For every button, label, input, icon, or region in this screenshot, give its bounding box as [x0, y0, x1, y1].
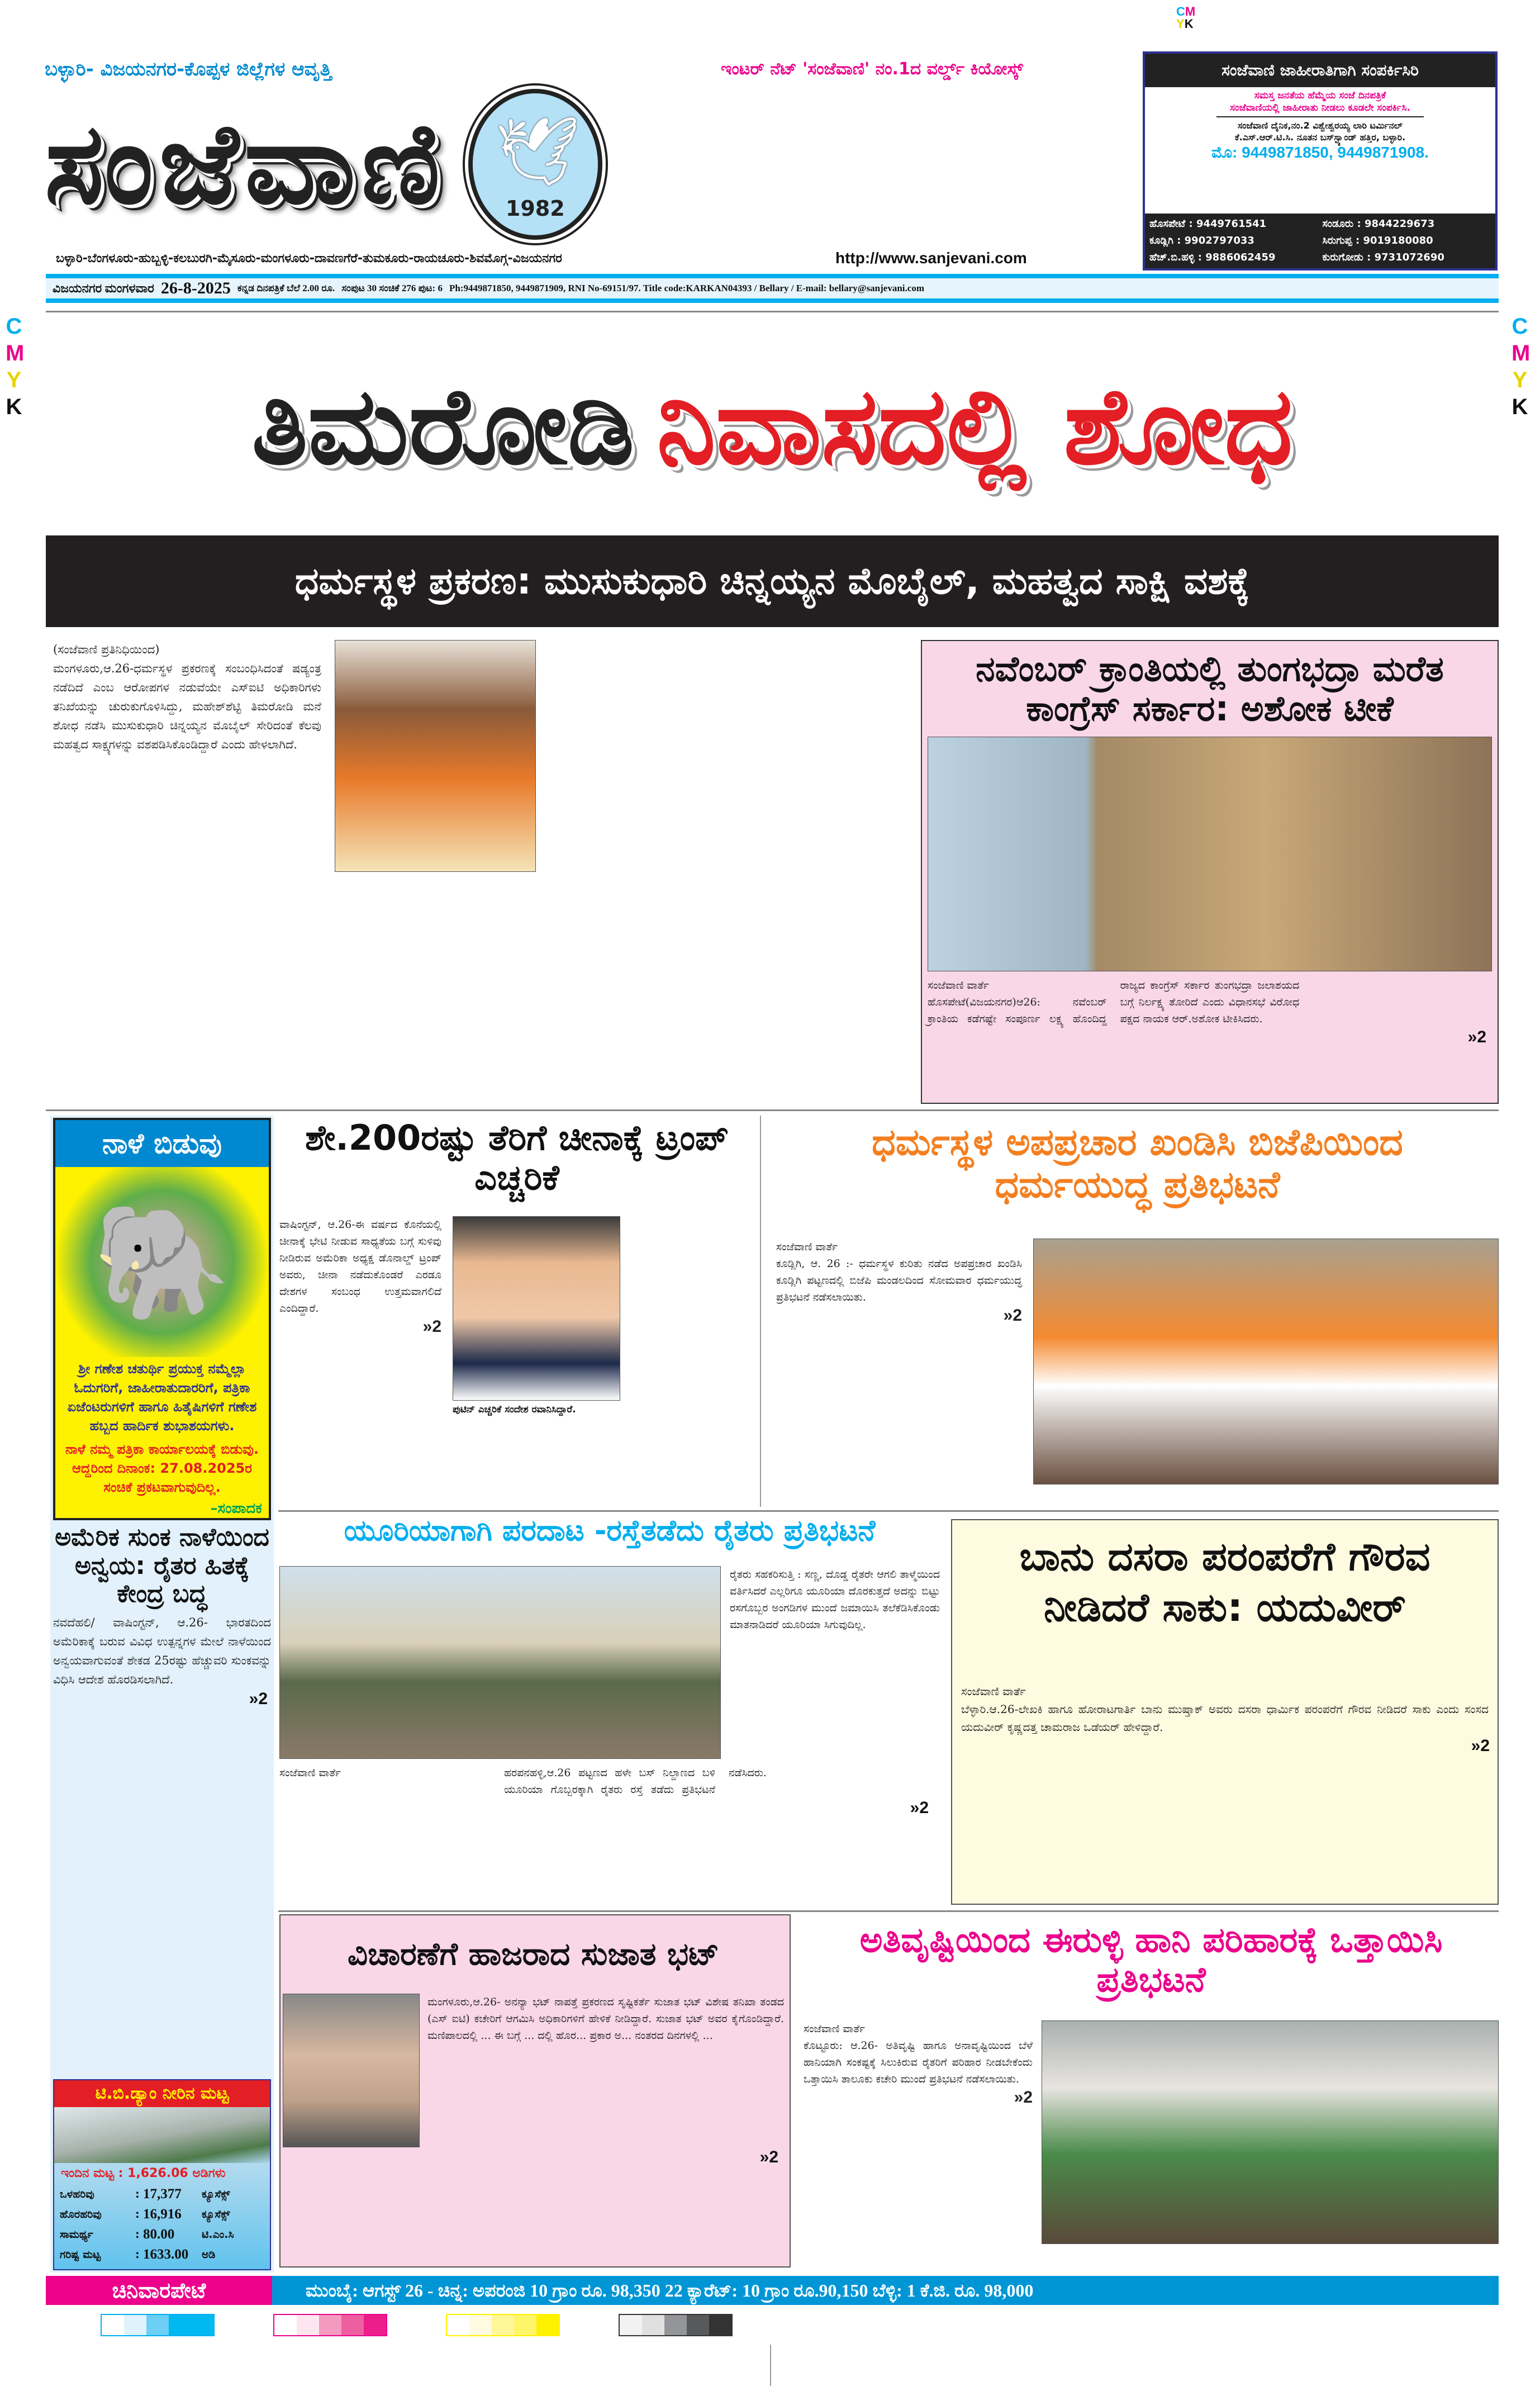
lead-headline-red: ನಿವಾಸದಲ್ಲಿ ಶೋಧ — [657, 364, 1293, 488]
dam-stat-unit: ಟಿ.ಎಂ.ಸಿ — [202, 2228, 234, 2241]
contact-item: ಸಿರುಗುಪ್ಪ : 9019180080 — [1322, 235, 1433, 246]
onion-headline: ಅತಿವೃಷ್ಟಿಯಿಂದ ಈರುಳ್ಳಿ ಹಾನಿ ಪರಿಹಾರಕ್ಕೆ ಒತ್ತಾಯಿಸಿ ಪ್ರತಿಭಟನೆ — [859, 1919, 1443, 2000]
urea-body-2: ಹರಪನಹಳ್ಳಿ,ಆ.26 ಪಟ್ಟಣದ ಹಳೇ ಬಸ್ ನಿಲ್ದಾಣದ ಬಳಿ ಯೂರಿಯಾ ಗೊಬ್ಬರಕ್ಕಾಗಿ ರೈತರು ರಸ್ತೆ ತಡೆದು ಪ್ರತಿಭಟನೆ ನಡೆಸಿದರು. — [504, 1767, 767, 1796]
continued-page-number: 2 — [1480, 1737, 1490, 1755]
bjp-protest-photo — [1033, 1239, 1499, 1484]
yellow-swatch — [446, 2314, 560, 2336]
masthead-logo — [45, 85, 1129, 244]
ticker-label: ಚಿನಿವಾರಪೇಟೆ — [46, 2276, 272, 2305]
magenta-swatch — [273, 2314, 387, 2336]
cyan-swatch — [101, 2314, 215, 2336]
mark-y: Y — [1176, 17, 1185, 31]
urea-byline: ಸಂಜೆವಾಣಿ ವಾರ್ತೆ — [279, 1767, 341, 1779]
dam-stat-unit: ಅಡಿ — [202, 2249, 216, 2261]
dam-stat-row: ಸಾಮರ್ಥ್ಯ : 80.00 ಟಿ.ಎಂ.ಸಿ — [60, 2224, 264, 2245]
holiday-greeting: ಶ್ರೀ ಗಣೇಶ ಚತುರ್ಥಿ ಪ್ರಯುಕ್ತ ನಮ್ಮೆಲ್ಲಾ ಓದುಗರಿಗೆ, ಜಾಹೀರಾತುದಾರರಿಗೆ, ಪತ್ರಿಕಾ ಏಜೆಂಟರುಗಳಿಗೆ ಹಾಗೂ ಹಿತೈಷಿಗಳಿಗೆ ಗಣೇಶ ಹಬ್ಬದ ಹಾರ್ದಿಕ ಶುಭಾಶಯಗಳು. — [67, 1361, 257, 1434]
america-story — [53, 1524, 271, 2076]
holiday-notice: ನಾಳೆ ನಮ್ಮ ಪತ್ರಿಕಾ ಕಾರ್ಯಾಲಯಕ್ಕೆ ಬಿಡುವು. ಆದ್ದರಿಂದ ದಿನಾಂಕ: 27.08.2025ರ ಸಂಚಿಕೆ ಪ್ರಕಟವಾಗುವುದಿಲ್ಲ. — [65, 1441, 259, 1495]
dasara-body: ಬೆಳ್ಳಾರಿ.ಆ.26-ಲೇಖಕಿ ಹಾಗೂ ಹೋರಾಟಗಾರ್ತಿ ಬಾನು ಮುಷ್ತಾಕ್ ಅವರು ದಸರಾ ಧಾರ್ಮಿಕ ಪರಂಪರೆಗೆ ಗೌರವ ನೀಡಿದರೆ ಸಾಕು ಎಂದು ಸಂಸದ ಯದುವೀರ್ ಕೃಷ್ಣದತ್ತ ಚಾಮರಾಜ ಒಡೆಯರ್ ಹೇಳಿದ್ದಾರೆ. — [961, 1702, 1489, 1734]
contact-number: 9902797033 — [1184, 235, 1254, 246]
contact-place: ಕುರುಗೋಡು — [1322, 252, 1363, 263]
dam-stat-row: ಒಳಹರಿವು : 17,377 ಕ್ಯೂಸೆಕ್ಸ್ — [60, 2184, 264, 2204]
ticker-text: ಮುಂಬೈ: ಆಗಸ್ಟ್ 26 - ಚಿನ್ನ: ಅಪರಂಜಿ 10 ಗ್ರಾಂ ರೂ. 98,350 22 ಕ್ಯಾರೆಟ್: 10 ಗ್ರಾಂ ರೂ.90,150 ಬೆಳ್ಳಿ: 1 ಕೆ.ಜಿ. ರೂ. 98,000 — [306, 2280, 1034, 2300]
crop-mark — [770, 2345, 771, 2386]
lead-photo — [335, 640, 536, 872]
sujatha-photo — [283, 1994, 420, 2147]
lead-headline-black: ತಿಮರೋಡಿ — [251, 364, 635, 488]
continued-page-number: 2 — [1013, 1306, 1022, 1325]
contact-item: ಕೂಡ್ಲಿಗಿ : 9902797033 — [1149, 235, 1254, 246]
america-body: ನವದೆಹಲಿ/ ವಾಷಿಂಗ್ಟನ್, ಆ.26- ಭಾರತದಿಂದ ಅಮೆರಿಕಾಕ್ಕೆ ಬರುವ ವಿವಿಧ ಉತ್ಪನ್ನಗಳ ಮೇಲೆ ನಾಳೆಯಿಂದ ಅನ್ವಯವಾಗುವಂತೆ ಶೇಕಡ 25ರಷ್ಟು ಹೆಚ್ಚುವರಿ ಸುಂಕವನ್ನು ವಿಧಿಸಿ ಆದೇಶ ಹೊರಡಿಸಲಾಗಿದೆ. — [53, 1615, 271, 1686]
lead-headline — [46, 321, 1499, 531]
ashok-byline: ಸಂಜೆವಾಣಿ ವಾರ್ತೆ — [928, 979, 990, 992]
bjp-protest-story — [776, 1116, 1499, 1507]
contact-item: ಸಂಡೂರು : 9844229673 — [1322, 218, 1435, 230]
dove-emblem — [468, 89, 602, 240]
contact-place: ಸಿರುಗುಪ್ಪ — [1322, 235, 1352, 246]
ad-line-2: ಸಂಜೆವಾಣಿಯಲ್ಲಿ ಜಾಹೀರಾತು ನೀಡಲು ಕೂಡಲೇ ಸಂಪರ್ಕಿಸಿ. — [1230, 102, 1410, 113]
contact-place: ಸಂಡೂರು — [1322, 218, 1354, 230]
contact-number: 9886062459 — [1205, 252, 1276, 263]
trump-photo — [453, 1216, 620, 1401]
dam-stat-row: ಗರಿಷ್ಟ ಮಟ್ಟ : 1633.00 ಅಡಿ — [60, 2245, 264, 2265]
continued-page-number: 2 — [1477, 1027, 1486, 1046]
dateline-date: 26-8-2025 — [160, 279, 231, 297]
mark-y: Y — [1512, 368, 1528, 392]
rule-divider — [278, 1910, 1499, 1912]
dateline-city-day: ವಿಜಯನಗರ ಮಂಗಳವಾರ — [53, 281, 154, 295]
bjp-headline: ಧರ್ಮಸ್ಥಳ ಅಪಪ್ರಚಾರ ಖಂಡಿಸಿ ಬಿಜೆಪಿಯಿಂದ ಧರ್ಮಯುದ್ಧ ಪ್ರತಿಭಟನೆ — [872, 1121, 1403, 1206]
lead-body: ಮಂಗಳೂರು,ಆ.26-ಧರ್ಮಸ್ಥಳ ಪ್ರಕರಣಕ್ಕೆ ಸಂಬಂಧಿಸಿದಂತೆ ಷಡ್ಯಂತ್ರ ನಡೆದಿದೆ ಎಂಬ ಆರೋಪಗಳ ನಡುವೆಯೇ ಎಸ್‌ಐಟಿ ಅಧಿಕಾರಿಗಳು ತನಿಖೆಯನ್ನು ಚುರುಕುಗೊಳಿಸಿದ್ದು, ಮಹೇಶ್‌ಶೆಟ್ಟಿ ತಿಮರೋಡಿ ಮನೆ ಶೋಧ ನಡೆಸಿ ಮುಸುಕುಧಾರಿ ಚಿನ್ನಯ್ಯನ ಮೊಬೈಲ್ ಸೇರಿದಂತೆ ಕೆಲವು ಮಹತ್ವದ ಸಾಕ್ಷ್ಯಗಳನ್ನು ವಶಪಡಿಸಿಕೊಂಡಿದ್ದಾರೆ ಎಂದು ಹೇಳಲಾಗಿದೆ. — [53, 662, 321, 751]
rule-divider — [46, 311, 1499, 312]
trump-headline: ಶೇ.200ರಷ್ಟು ತೆರಿಗೆ ಚೀನಾಕ್ಕೆ ಟ್ರಂಪ್ ಎಚ್ಚರಿಕೆ — [305, 1117, 729, 1198]
contact-number: 9449761541 — [1196, 218, 1267, 230]
ad-box-title: ಸಂಜೆವಾಣಿ ಜಾಹೀರಾತಿಗಾಗಿ ಸಂಪರ್ಕಿಸಿರಿ — [1145, 54, 1495, 87]
cmyk-registration-mark — [1176, 6, 1195, 30]
mark-k: K — [1512, 395, 1528, 419]
website-link[interactable]: http://www.sanjevani.com — [835, 249, 1027, 267]
contact-place: ಹೊಸಪೇಟೆ — [1149, 218, 1186, 230]
cities-line: ಬಳ್ಳಾರಿ-ಬೆಂಗಳೂರು-ಹುಬ್ಬಳ್ಳಿ-ಕಲಬುರಗಿ-ಮೈಸೂರು-ಮಂಗಳೂರು-ದಾವಣಗೆರೆ-ತುಮಕೂರು-ರಾಯಚೂರು-ಶಿವಮೊಗ್ಗ-ವಿಜಯನಗರ — [56, 252, 562, 265]
bjp-body: ಕೂಡ್ಲಿಗಿ, ಆ. 26 :- ಧರ್ಮಸ್ಥಳ ಕುರಿತು ನಡೆದ ಅಪಪ್ರಚಾರ ಖಂಡಿಸಿ ಕೂಡ್ಲಿಗಿ ಪಟ್ಟಣದಲ್ಲಿ ಬಿಜೆಪಿ ಮಂಡಲದಿಂದ ಸೋಮವಾರ ಧರ್ಮಯುದ್ಧ ಪ್ರತಿಭಟನೆ ನಡೆಸಲಾಯಿತು. — [776, 1258, 1022, 1303]
holiday-notice-ad — [53, 1118, 271, 1520]
dam-stat-unit: ಕ್ಯೂಸೆಕ್ಸ್ — [202, 2208, 230, 2221]
ad-line-1: ಸಮಸ್ತ ಜನತೆಯ ಹೆಮ್ಮೆಯ ಸಂಜೆ ದಿನಪತ್ರಿಕೆ — [1254, 90, 1386, 101]
continued-page-marker: »2 — [1003, 1306, 1022, 1325]
internet-line: ಇಂಟರ್ ನೆಟ್ 'ಸಂಜೆವಾಣಿ' ನಂ.1ದ ವರ್ಲ್ಡ್ ಕಿಯೋಸ್ಕ್ — [721, 59, 1023, 79]
ad-phone: ಮೊ: 9449871850, 9449871908. — [1211, 144, 1429, 161]
dam-level-box — [53, 2079, 271, 2270]
sujatha-body: ಮಂಗಳೂರು,ಆ.26- ಅನನ್ಯಾ ಭಟ್ ನಾಪತ್ತೆ ಪ್ರಕರಣದ ಸೃಷ್ಟಿಕರ್ತೆ ಸುಜಾತ ಭಟ್ ವಿಶೇಷ ತನಿಖಾ ತಂಡದ (ಎಸ್ ಐಟಿ) ಕಚೇರಿಗೆ ಆಗಮಿಸಿ ಅಧಿಕಾರಿಗಳಿಗೆ ಹೇಳಿಕೆ ನೀಡಿದ್ದಾರೆ. ಸುಜಾತ ಭಟ್ ಅವರ ಕೈಗೊಂಡಿದ್ದಾರೆ. ಮಣಿಪಾಲದಲ್ಲಿ ... ಈ ಬಗ್ಗೆ ... ದಲ್ಲಿ ಹೊರ... ಪ್ರಕಾರ ಅ... ನಂತರದ ದಿನಗಳಲ್ಲಿ ... — [427, 1996, 784, 2042]
urea-headline: ಯೂರಿಯಾಗಾಗಿ ಪರದಾಟ -ರಸ್ತೆತಡೆದು ರೈತರು ಪ್ರತಿಭಟನೆ — [344, 1514, 876, 1548]
lead-article — [53, 640, 914, 1104]
advertisement-contact-box — [1143, 51, 1498, 271]
dateline-info: Ph:9449871850, 9449871909, RNI No-69151/97. Title code:KARKAN04393 / Bellary / E-mail: bellary@sanjevani.com — [449, 283, 924, 293]
contact-item: ಕುರುಗೋಡು : 9731072690 — [1322, 252, 1444, 263]
ashok-body: ಹೊಸಪೇಟೆ(ವಿಜಯನಗರ)ಆ26: ನವೆಂಬರ್ ಕ್ರಾಂತಿಯ ಕಡೆಗಷ್ಟೇ ಸಂಪೂರ್ಣ ಲಕ್ಷ್ಯ ಹೊಂದಿದ್ದ ರಾಜ್ಯದ ಕಾಂಗ್ರೆಸ್ ಸರ್ಕಾರ ತುಂಗಭದ್ರಾ ಜಲಾಶಯದ ಬಗ್ಗೆ ನಿರ್ಲಕ್ಷ್ಯ ತೋರಿದೆ ಎಂದು ವಿಧಾನಸಭೆ ವಿರೋಧ ಪಕ್ಷದ ನಾಯಕ ಆರ್.ಅಶೋಕ ಟೀಕಿಸಿದರು. — [928, 979, 1300, 1025]
dam-box-title: ಟಿ.ಬಿ.ಡ್ಯಾಂ ನೀರಿನ ಮಟ್ಟ — [54, 2080, 270, 2107]
lead-byline: (ಸಂಜೆವಾಣಿ ಪ್ರತಿನಿಧಿಯಿಂದ) — [53, 643, 160, 656]
ad-address-2: ಕೆ.ಎಸ್.ಆರ್.ಟಿ.ಸಿ. ನೂತನ ಬಸ್‌ಸ್ಟ್ಯಾಂಡ್ ಹತ್ತಿರ, ಬಳ್ಳಾರಿ. — [1234, 132, 1406, 143]
contact-place: ಹೆಚ್.ಬಿ.ಹಳ್ಳಿ — [1149, 252, 1195, 263]
dam-stats — [54, 2184, 270, 2265]
continued-page-marker: »2 — [1471, 1737, 1490, 1755]
continued-page-number: 2 — [432, 1317, 441, 1336]
dam-stat-label: ಹೊರಹರಿವು — [60, 2208, 102, 2221]
continued-page-number: 2 — [1023, 2088, 1033, 2107]
continued-page-marker: »2 — [249, 1689, 268, 1708]
cmyk-side-mark-right — [1512, 313, 1531, 420]
dateline-bar — [46, 274, 1499, 303]
ornament-divider — [1216, 116, 1424, 117]
dateline-price: ಕನ್ನಡ ದಿನಪತ್ರಿಕೆ ಬೆಲೆ 2.00 ರೂ. — [237, 283, 335, 293]
ad-address-1: ಸಂಜೆವಾಣಿ ದೈನಿಕ,ನಂ.2 ವಿಶ್ವೇಶ್ವರಯ್ಯ ಲಾರಿ ಟರ್ಮಿನಲ್ — [1237, 120, 1403, 131]
mark-m: M — [1185, 4, 1196, 18]
dam-photo — [54, 2107, 270, 2163]
urea-body: ರೈತರು ಸಹಕರಿಸುತ್ತಿ : ಸಣ್ಣ, ದೊಡ್ಡ ರೈತರೇ ಆಗಲಿ ತಾಳ್ಮೆಯಿಂದ ವರ್ತಿಸಿದರೆ ಎಲ್ಲರಿಗೂ ಯೂರಿಯಾ ದೊರಕುತ್ತದೆ ಅದನ್ನು ಬಿಟ್ಟು ರಸಗೊಬ್ಬರ ಅಂಗಡಿಗಳ ಮುಂದೆ ಜಮಾಯಿಸಿ ತಲೆಕೆಡಿಸಿಕೊಂಡು ಮಾತನಾಡಿದರೆ ಯೂರಿಯಾ ಸಿಗುವುದಿಲ್ಲ. — [730, 1568, 940, 1631]
logo-text: ಸಂಜೆವಾಣಿ — [45, 99, 446, 229]
trump-body: ವಾಷಿಂಗ್ಟನ್, ಆ.26-ಈ ವರ್ಷದ ಕೊನೆಯಲ್ಲಿ ಚೀನಾಕ್ಕೆ ಭೇಟಿ ನೀಡುವ ಸಾಧ್ಯತೆಯ ಬಗ್ಗೆ ಸುಳಿವು ನೀಡಿರುವ ಅಮೆರಿಕಾ ಅಧ್ಯಕ್ಷ ಡೊನಾಲ್ಡ್ ಟ್ರಂಪ್ ಅವರು, ಚೀನಾ ನಡೆದುಕೊಂಡರೆ ಎರಡೂ ದೇಶಗಳ ಸಂಬಂಧ ಉತ್ತಮವಾಗಲಿದೆ ಎಂದಿದ್ದಾರೆ. — [279, 1218, 441, 1315]
rule-divider — [46, 1109, 1499, 1111]
holiday-ad-title: ನಾಳೆ ಬಿಡುವು — [55, 1120, 269, 1167]
holiday-signature: –ಸಂಪಾದಕ — [210, 1500, 262, 1517]
dam-stat-value: 16,916 — [143, 2207, 182, 2222]
dam-stat-label: ಒಳಹರಿವು — [60, 2188, 94, 2200]
contact-number: 9844229673 — [1364, 218, 1435, 230]
america-headline: ಅಮೆರಿಕ ಸುಂಕ ನಾಳೆಯಿಂದ ಅನ್ವಯ: ರೈತರ ಹಿತಕ್ಕೆ ಕೇಂದ್ರ ಬದ್ಧ — [55, 1524, 269, 1609]
continued-page-marker: »2 — [1467, 1027, 1486, 1046]
mark-k: K — [6, 395, 22, 419]
ashok-headline: ನವೆಂಬರ್ ಕ್ರಾಂತಿಯಲ್ಲಿ ತುಂಗಭದ್ರಾ ಮರೆತ ಕಾಂಗ್ರೆಸ್ ಸರ್ಕಾರ: ಅಶೋಕ ಟೀಕೆ — [976, 648, 1444, 729]
lead-subheadline-bar — [46, 535, 1499, 627]
mark-m: M — [6, 341, 25, 366]
continued-page-marker: »2 — [910, 1799, 929, 1817]
dam-stat-label: ಗರಿಷ್ಟ ಮಟ್ಟ — [60, 2249, 101, 2261]
sujatha-story — [279, 1914, 791, 2268]
mark-c: C — [1176, 4, 1185, 18]
contact-number: 9019180080 — [1363, 235, 1433, 246]
contact-number: 9731072690 — [1374, 252, 1444, 263]
trump-story — [279, 1116, 761, 1507]
mark-y: Y — [6, 368, 22, 392]
ashok-photo — [928, 737, 1492, 971]
dove-icon: 🕊 — [495, 113, 581, 191]
dam-stat-label: ಸಾಮರ್ಥ್ಯ — [60, 2228, 93, 2241]
lead-subheadline: ಧರ್ಮಸ್ಥಳ ಪ್ರಕರಣ: ಮುಸುಕುಧಾರಿ ಚಿನ್ನಯ್ಯನ ಮೊಬೈಲ್, ಮಹತ್ವದ ಸಾಕ್ಷಿ ವಶಕ್ಕೆ — [294, 559, 1250, 603]
dam-stat-value: 1633.00 — [143, 2247, 189, 2262]
onion-body: ಕೊಟ್ಟೂರು: ಆ.26- ಅತಿವೃಷ್ಟಿ ಹಾಗೂ ಅನಾವೃಷ್ಟಿಯಿಂದ ಬೆಳೆ ಹಾನಿಯಾಗಿ ಸಂಕಷ್ಟಕ್ಕೆ ಸಿಲುಕಿರುವ ರೈತರಿಗೆ ಪರಿಹಾರ ನೀಡಬೇಕೆಂದು ಒತ್ತಾಯಿಸಿ ತಾಲೂಕು ಕಚೇರಿ ಮುಂದೆ ಪ್ರತಿಭಟನೆ ನಡೆಸಲಾಯಿತು. — [804, 2039, 1033, 2085]
contact-place: ಕೂಡ್ಲಿಗಿ — [1149, 235, 1173, 246]
onion-byline: ಸಂಜೆವಾಣಿ ವಾರ್ತೆ — [804, 2023, 866, 2035]
bjp-byline: ಸಂಜೆವಾಣಿ ವಾರ್ತೆ — [776, 1241, 838, 1253]
continued-page-marker: »2 — [759, 2148, 778, 2166]
mark-m: M — [1512, 341, 1531, 366]
dam-today-level: ಇಂದಿನ ಮಟ್ಟ : 1,626.06 ಅಡಿಗಳು — [61, 2166, 226, 2180]
trump-caption: ಪುಟಿನ್ ಎಚ್ಚರಿಕೆ ಸಂದೇಶ ರವಾನಿಸಿದ್ದಾರೆ. — [453, 1404, 576, 1415]
contact-item: ಹೆಚ್.ಬಿ.ಹಳ್ಳಿ : 9886062459 — [1149, 252, 1276, 263]
ashok-story — [921, 640, 1499, 1104]
contact-grid — [1145, 214, 1495, 268]
dateline-issue: ಸಂಪುಟ 30 ಸಂಚಿಕೆ 276 ಪುಟ: 6 — [341, 283, 443, 293]
urea-protest-photo — [279, 1566, 721, 1759]
onion-protest-photo — [1042, 2020, 1499, 2244]
mark-c: C — [6, 314, 22, 339]
dam-stat-value: 80.00 — [143, 2227, 175, 2242]
dam-stat-value: 17,377 — [143, 2186, 182, 2202]
cmyk-side-mark-left — [6, 313, 25, 420]
edition-line: ಬಳ್ಳಾರಿ- ವಿಜಯನಗರ-ಕೊಪ್ಪಳ ಜಿಲ್ಲೆಗಳ ಆವೃತ್ತಿ — [45, 58, 332, 80]
continued-page-number: 2 — [258, 1689, 268, 1708]
rule-divider — [278, 1510, 1499, 1512]
mark-c: C — [1512, 314, 1528, 339]
dasara-headline: ಬಾನು ದಸರಾ ಪರಂಪರೆಗೆ ಗೌರವ ನೀಡಿದರೆ ಸಾಕು: ಯದುವೀರ್ — [1019, 1534, 1430, 1630]
dasara-byline: ಸಂಜೆವಾಣಿ ವಾರ್ತೆ — [961, 1685, 1026, 1698]
urea-story — [279, 1515, 944, 1909]
onion-damage-story — [804, 1914, 1499, 2272]
color-calibration-bars — [101, 2314, 733, 2336]
continued-page-marker: »2 — [1014, 2088, 1033, 2107]
sujatha-headline: ವಿಚಾರಣೆಗೆ ಹಾಜರಾದ ಸುಜಾತ ಭಟ್ — [347, 1936, 720, 1972]
continued-page-number: 2 — [769, 2148, 778, 2166]
mark-k: K — [1184, 17, 1194, 31]
bullion-ticker — [46, 2276, 1499, 2305]
ganesha-illustration: 🐘 — [55, 1167, 269, 1357]
left-column — [50, 1116, 274, 2273]
continued-page-number: 2 — [919, 1799, 929, 1817]
dasara-story — [951, 1519, 1499, 1905]
contact-item: ಹೊಸಪೇಟೆ : 9449761541 — [1149, 218, 1267, 230]
logo-year: 1982 — [505, 196, 565, 221]
dam-stat-row: ಹೊರಹರಿವು : 16,916 ಕ್ಯೂಸೆಕ್ಸ್ — [60, 2204, 264, 2224]
dam-stat-unit: ಕ್ಯೂಸೆಕ್ಸ್ — [202, 2188, 230, 2200]
continued-page-marker: »2 — [422, 1317, 441, 1336]
black-swatch — [619, 2314, 733, 2336]
